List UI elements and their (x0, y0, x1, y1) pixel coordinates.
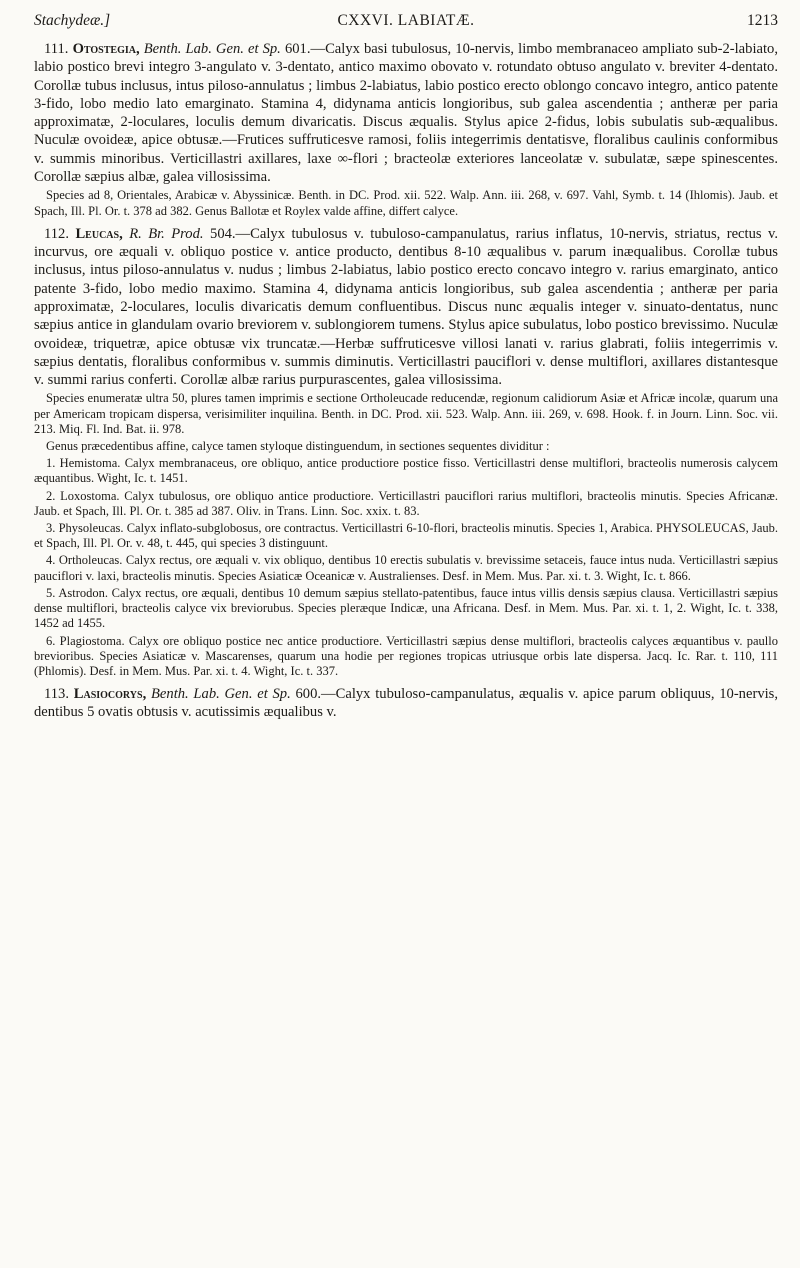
entry-number: 112. (44, 225, 69, 242)
genus-description: 601.—Calyx basi tubulosus, 10-nervis, limbo membranaceo ampliato sub-2-labiato, labio postico brevi integro 3-angulato v. 3-dentato, antico maximo obovato v. rotundato obtuso angulato v. breviter 4-dentato. Corollæ tubus inclusus, intus piloso-annulatus ; limbus 2-labiatus, labio postico erecto oblongo concavo integro, antico patente 3-fido, lobo medio lato emarginato. Stamina 4, didynama anticis longioribus, sub galea ascendentia ; antheræ per paria approximatæ, 2-loculares, loculis demum divaricatis. Discus æqualis. Stylus apice 2-fidus, lobis subulatis sub-æqualibus. Nuculæ ovoideæ, apice obtusæ.—Frutices suffruticesve ramosi, foliis integerrimis dentatisve, floralibus caulinis conformibus v. summis minoribus. Verticillastri axillares, laxe ∞-flori ; bracteolæ exteriores lanceolatæ v. subulatæ, sæpe spinescentes. Corollæ sæpius albæ, galea villosissima. (34, 41, 778, 186)
section-loxostoma: 2. Loxostoma. Calyx tubulosus, ore obliquo antice productiore. Verticillastri pauciflori rarius multiflori, bracteolis minutis. Species Africanæ. Jaub. et Spach, Ill. Pl. Or. t. 385 ad 387. Oliv. in Trans. Linn. Soc. xxix. t. 83. (34, 488, 778, 518)
section-plagiostoma: 6. Plagiostoma. Calyx ore obliquo postice nec antice productiore. Verticillastri sæpius dense multiflori, bracteolis calyces æquantibus v. paullo brevioribus. Species Asiaticæ v. Mascarenses, quarum una hodie per regiones tropicas utriusque orbis late dispersa. Jacq. Ic. Rar. t. 110, 111 (Phlomis). Desf. in Mem. Mus. Par. xi. t. 4. Wight, Ic. t. 337. (34, 633, 778, 678)
section-ortholeucas: 4. Ortholeucas. Calyx rectus, ore æquali v. vix obliquo, dentibus 10 erectis subulatis v. brevissime setaceis, fauce intus nuda. Verticillastri sæpius pauciflori v. laxi, bracteolis minutis. Species Asiaticæ Oceanicæ v. Australienses. Desf. in Mem. Mus. Par. xi. t. 3. Wight, Ic. t. 866. (34, 553, 778, 583)
genus-description: 600.—Calyx tubuloso-campanulatus, æqualis v. apice parum obliquus, 10-nervis, dentibus 5 ovatis obtusis v. acutissimis æqualibus v. (34, 686, 778, 721)
genus-authority: Benth. Lab. Gen. et Sp. (151, 686, 291, 703)
header-section: Stachydeæ.] (34, 12, 111, 29)
header-family: CXXVI. LABIATÆ. (337, 12, 475, 29)
section-astrodon: 5. Astrodon. Calyx rectus, ore æquali, dentibus 10 demum sæpius stellato-patentibus, fauce intus villis densis sæpius clausa. Verticillastri sæpius dense multiflori, bracteolis calyce vix breviorubus. Species pleræque Indicæ, una Africana. Desf. in Mem. Mus. Par. xi. t. 1, 2. Wight, Ic. t. 338, 1452 ad 1455. (34, 585, 778, 631)
section-hemistoma: 1. Hemistoma. Calyx membranaceus, ore obliquo, antice productiore postice fisso. Verticillastri dense multiflori, bracteolis numerosis calycem æquantibus. Wight, Ic. t. 1451. (34, 456, 778, 486)
genus-entry-leucas (34, 225, 778, 390)
page-number: 1213 (747, 12, 778, 29)
genus-authority: Benth. Lab. Gen. et Sp. (143, 41, 281, 57)
genus-authority: R. Br. Prod. (129, 225, 204, 242)
genus-note: Species ad 8, Orientales, Arabicæ v. Abyssinicæ. Benth. in DC. Prod. xii. 522. Walp. Ann. iii. 268, v. 697. Vahl, Symb. t. 14 (Ihlomis). Jaub. et Spach, Ill. Pl. Or. t. 378 ad 382. Genus Ballotæ et Roylex valde affine, differt calyce. (34, 188, 778, 218)
genus-description: 504.—Calyx tubulosus v. tubuloso-campanulatus, rarius inflatus, 10-nervis, striatus, rectus v. incurvus, ore æquali v. obliquo postice v. antice producto, dentibus 8-10 æqualibus v. parum inæqualibus. Corollæ tubus inclusus, intus piloso-annulatus v. nudus ; limbus 2-labiatus, labio postico erecto concavo integro v. rarius emarginato, antico patente 3-fido, lobo medio maximo. Stamina 4, didynama anticis longioribus, sub galea ascendentia ; antheræ per paria approximatæ, 2-loculares, loculis divaricatis demum confluentibus. Discus nunc æqualis integer v. sinuato-dentatus, nunc sæpius antice in glandulam ovario breviorem v. sublongiorem tumens. Stylus apice subulatus, lobo postico brevissimo. Nuculæ ovoideæ, triquetræ, apice obtusæ vix truncatæ.—Herbæ suffruticesve villosi lanati v. rarius glabrati, foliis integerrimis v. sæpius dentatis, floralibus conformibus v. summis diminutis. Verticillastri pauciflori v. dense multiflori, axillares distantesque v. summi rarius conferti. Corollæ albæ rarius purpurascentes, galea villosissima. (34, 225, 779, 389)
running-header (34, 6, 778, 34)
entry-number: 111. (44, 41, 69, 57)
genus-name: Lasiocorys, (73, 686, 147, 703)
genus-note: Species enumeratæ ultra 50, plures tamen imprimis e sectione Ortholeucade reducendæ, regionum calidiorum Asiæ et Africæ incolæ, quarum una per Americam tropicam dispersa, verisimiliter inquilina. Benth. in DC. Prod. xii. 523. Walp. Ann. iii. 269, v. 698. Hook. f. in Journ. Linn. Soc. vii. 213. Miq. Fl. Ind. Bat. ii. 978. (34, 391, 778, 436)
entry-number: 113. (44, 686, 69, 703)
genus-note-sections-intro: Genus præcedentibus affine, calyce tamen styloque distinguendum, in sectiones sequentes dividitur : (46, 439, 550, 454)
genus-name: Otostegia, (72, 41, 140, 57)
genus-entry-otostegia (34, 40, 778, 186)
genus-name: Leucas, (75, 225, 123, 242)
section-physoleucas: 3. Physoleucas. Calyx inflato-subglobosus, ore contractus. Verticillastri 6-10-flori, bracteolis minutis. Species 1, Arabica. PHYSOLEUCAS, Jaub. et Spach, Ill. Pl. Or. v. 48, t. 445, qui species 3 distinguunt. (34, 521, 778, 551)
genus-entry-lasiocorys (34, 685, 778, 722)
